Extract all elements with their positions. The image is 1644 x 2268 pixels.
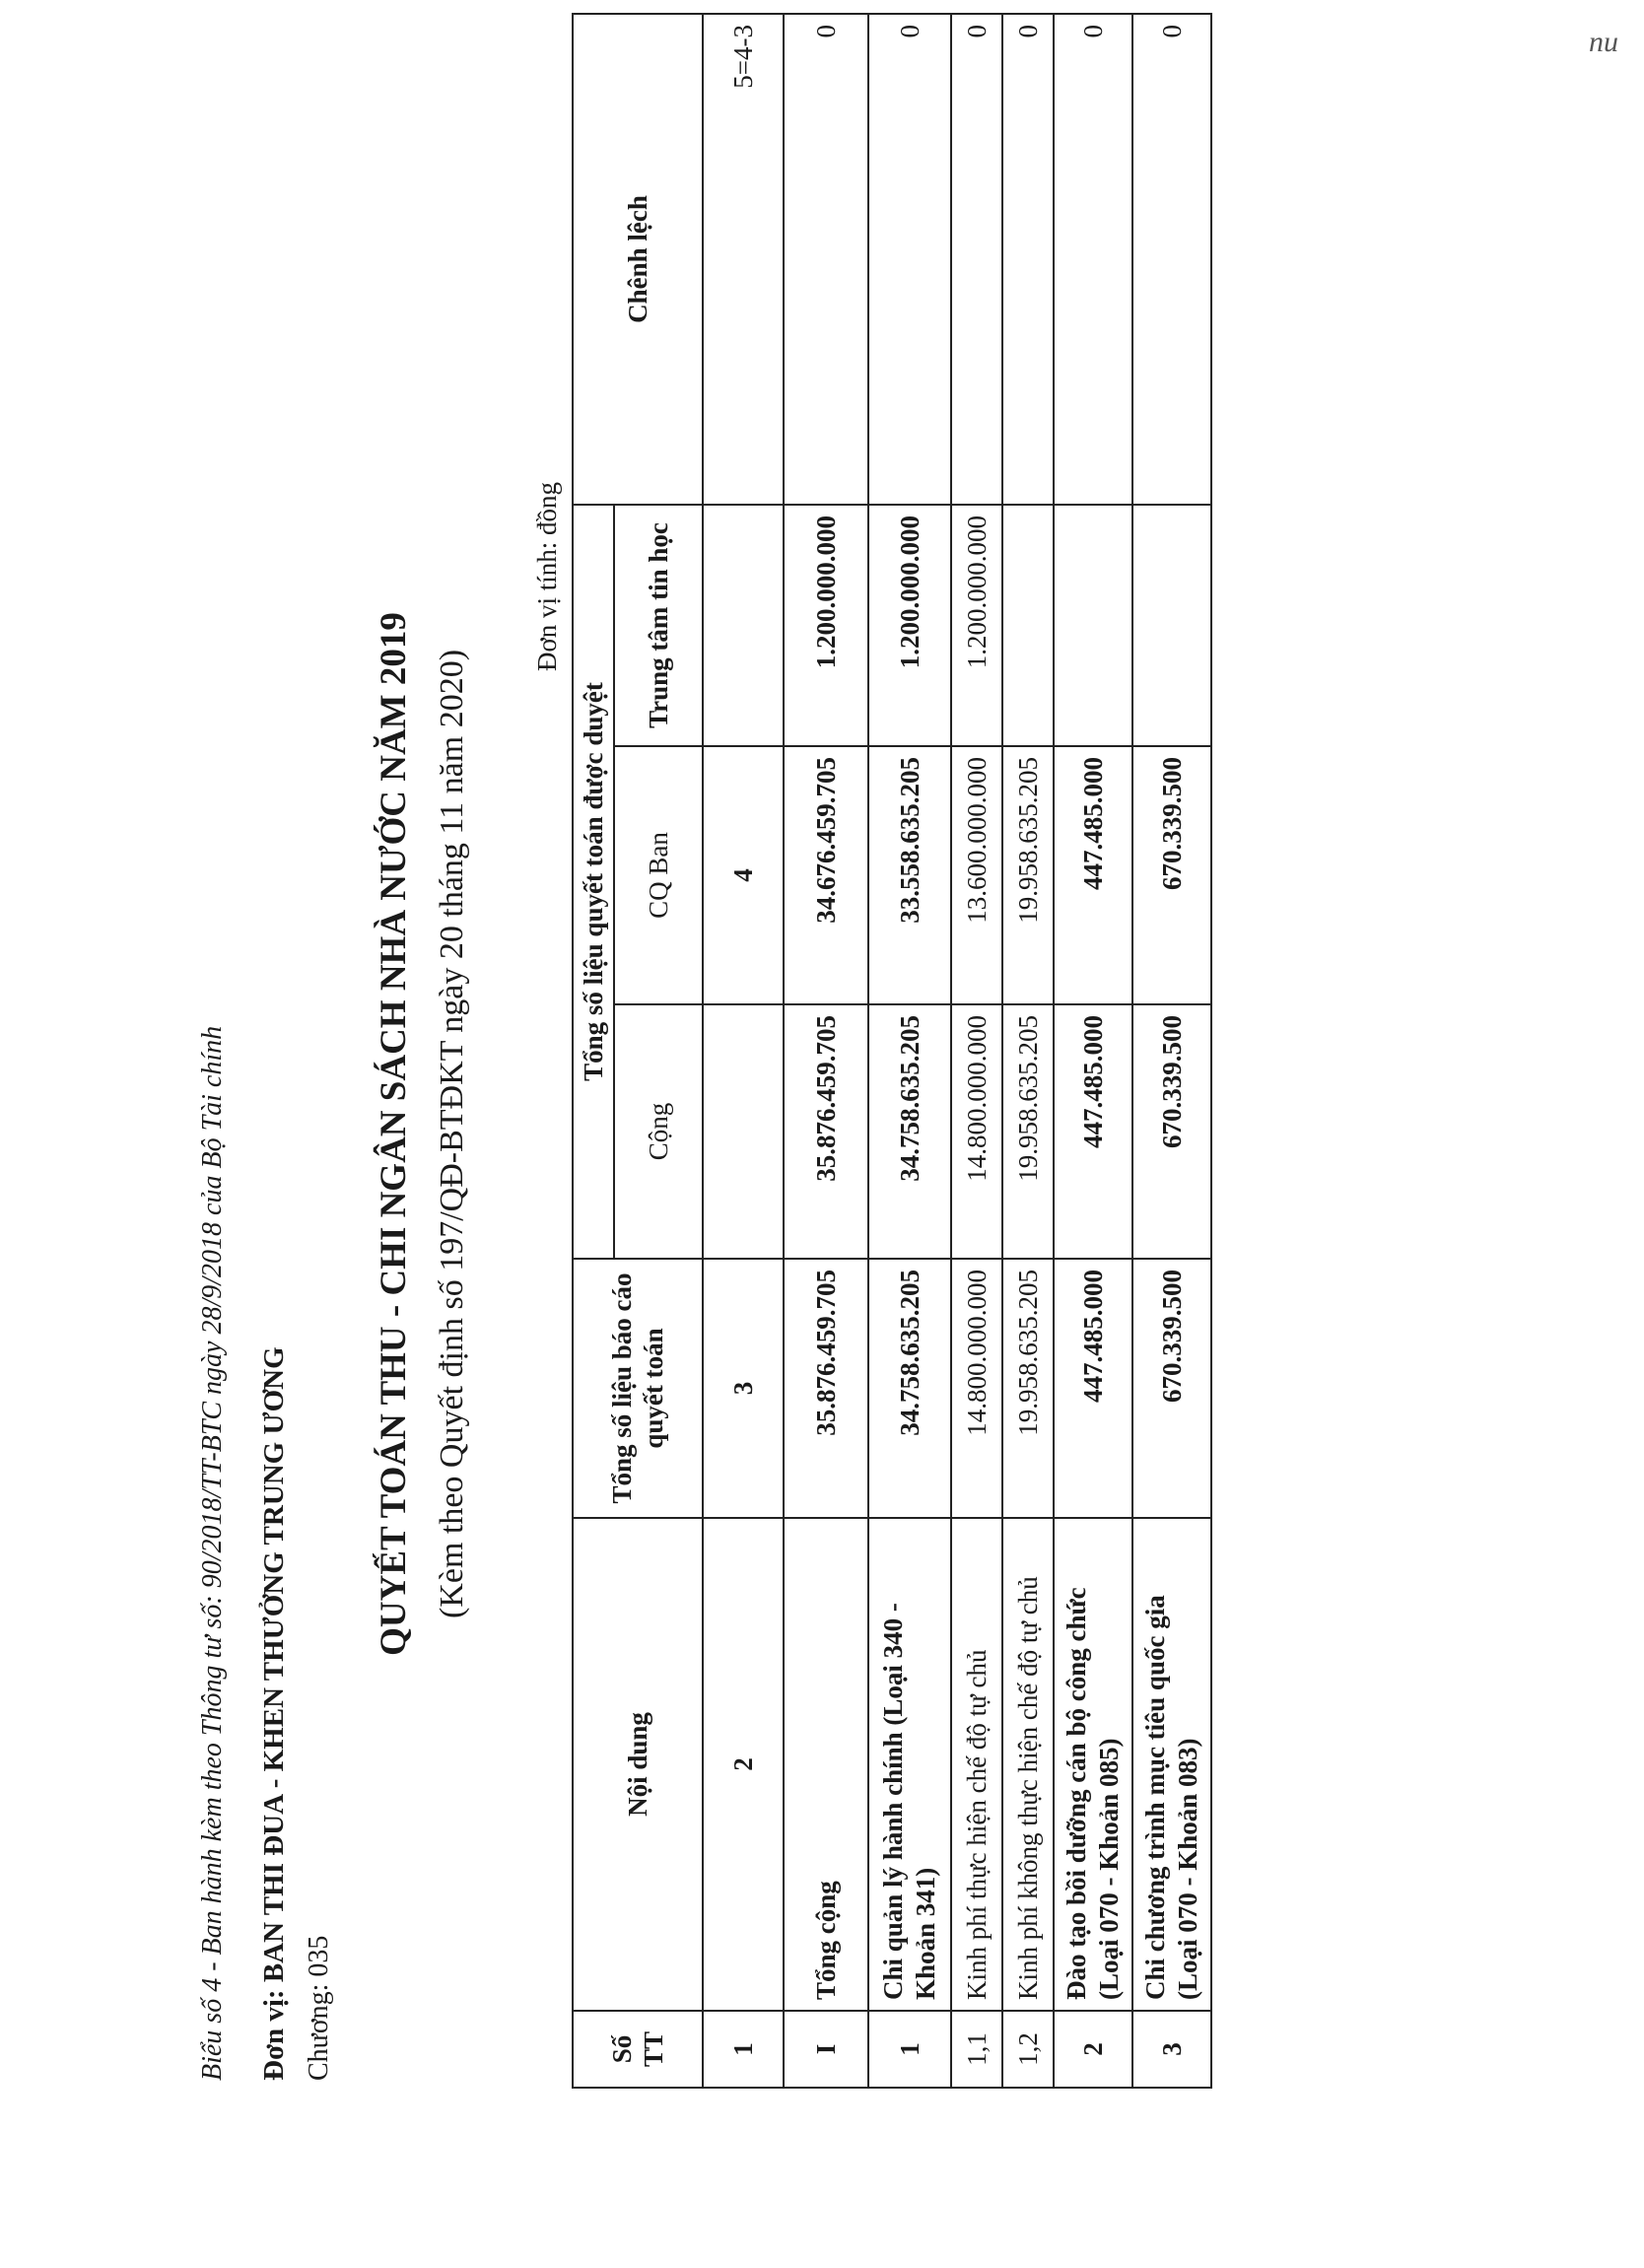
row-difference: 0: [1132, 14, 1211, 505]
row-reported: 19.958.635.205: [1002, 1259, 1054, 1518]
table-row: [1054, 14, 1132, 2088]
index-cell: 2: [703, 1518, 784, 2011]
column-index-row: [703, 14, 784, 2088]
table-row: [1132, 14, 1211, 2088]
row-stt: 2: [1054, 2011, 1132, 2088]
unit-label: Đơn vị:: [258, 1989, 290, 2081]
header-cq-ban: CQ Ban: [614, 746, 703, 1004]
row-cq-ban: 670.339.500: [1132, 746, 1211, 1004]
row-total: 34.758.635.205: [868, 1004, 951, 1259]
table-row: [951, 14, 1002, 2088]
header-reported: Tổng số liệu báo cáo quyết toán: [573, 1259, 703, 1518]
document-subtitle: (Kèm theo Quyết định số 197/QĐ-BTĐKT ngày 20 tháng 11 năm 2020): [434, 649, 470, 1619]
row-stt: I: [784, 2011, 868, 2088]
row-it-center: [1132, 505, 1211, 746]
table-row: [1002, 14, 1054, 2088]
index-cell: [703, 1004, 784, 1259]
header-stt: Số TT: [573, 2011, 703, 2088]
index-cell: [703, 505, 784, 746]
row-content: Chi chương trình mục tiêu quốc gia (Loại 070 - Khoản 083): [1132, 1518, 1211, 2011]
currency-unit-note: Đơn vị tính: đồng: [532, 481, 562, 671]
row-cq-ban: 34.676.459.705: [784, 746, 868, 1004]
index-cell: 1: [703, 2011, 784, 2088]
row-it-center: 1.200.000.000: [784, 505, 868, 746]
index-cell: 5=4-3: [703, 14, 784, 505]
row-difference: 0: [1054, 14, 1132, 505]
table-row: [784, 14, 868, 2088]
row-it-center: [1054, 505, 1132, 746]
table-header-row-1: [573, 14, 614, 2088]
row-reported: 670.339.500: [1132, 1259, 1211, 1518]
row-stt: 1: [868, 2011, 951, 2088]
index-cell: 3: [703, 1259, 784, 1518]
document-title: QUYẾT TOÁN THU - CHI NGÂN SÁCH NHÀ NƯỚC NĂM 2019: [374, 612, 414, 1656]
row-content: Đào tạo bồi dưỡng cán bộ công chức (Loại 070 - Khoản 085): [1054, 1518, 1132, 2011]
organization-line: [258, 1346, 291, 2081]
row-stt: 3: [1132, 2011, 1211, 2088]
row-it-center: [1002, 505, 1054, 746]
row-difference: 0: [1002, 14, 1054, 505]
header-it-center: Trung tâm tin học: [614, 505, 703, 746]
row-it-center: 1.200.000.000: [868, 505, 951, 746]
chapter-code: Chương: 035: [304, 1935, 334, 2081]
header-difference: Chênh lệch: [573, 14, 703, 505]
row-total: 447.485.000: [1054, 1004, 1132, 1259]
row-reported: 34.758.635.205: [868, 1259, 951, 1518]
header-content: Nội dung: [573, 1518, 703, 2011]
table-row: [868, 14, 951, 2088]
row-reported: 14.800.000.000: [951, 1259, 1002, 1518]
row-cq-ban: 33.558.635.205: [868, 746, 951, 1004]
row-stt: 1,1: [951, 2011, 1002, 2088]
row-total: 19.958.635.205: [1002, 1004, 1054, 1259]
row-difference: 0: [951, 14, 1002, 505]
row-difference: 0: [868, 14, 951, 505]
row-content: Chi quản lý hành chính (Loại 340 - Khoản 341): [868, 1518, 951, 2011]
unit-name: BAN THI ĐUA - KHEN THƯỞNG TRUNG ƯƠNG: [258, 1346, 290, 1983]
row-reported: 35.876.459.705: [784, 1259, 868, 1518]
row-content: Tổng cộng: [784, 1518, 868, 2011]
row-content: Kinh phí không thực hiện chế độ tự chủ: [1002, 1518, 1054, 2011]
row-cq-ban: 19.958.635.205: [1002, 746, 1054, 1004]
row-it-center: 1.200.000.000: [951, 505, 1002, 746]
row-stt: 1,2: [1002, 2011, 1054, 2088]
header-approved: Tổng số liệu quyết toán được duyệt: [573, 505, 614, 1259]
form-reference-note: Biểu số 4 - Ban hành kèm theo Thông tư số: 90/2018/TT-BTC ngày 28/9/2018 của Bộ Tài chính: [197, 1025, 228, 2081]
row-total: 670.339.500: [1132, 1004, 1211, 1259]
row-reported: 447.485.000: [1054, 1259, 1132, 1518]
row-content: Kinh phí thực hiện chế độ tự chủ: [951, 1518, 1002, 2011]
handwritten-initial-mark: nu: [1589, 26, 1618, 58]
row-difference: 0: [784, 14, 868, 505]
header-total: Cộng: [614, 1004, 703, 1259]
row-total: 35.876.459.705: [784, 1004, 868, 1259]
row-cq-ban: 447.485.000: [1054, 746, 1132, 1004]
budget-settlement-table: [572, 13, 1212, 2089]
index-cell: 4: [703, 746, 784, 1004]
row-total: 14.800.000.000: [951, 1004, 1002, 1259]
row-cq-ban: 13.600.000.000: [951, 746, 1002, 1004]
